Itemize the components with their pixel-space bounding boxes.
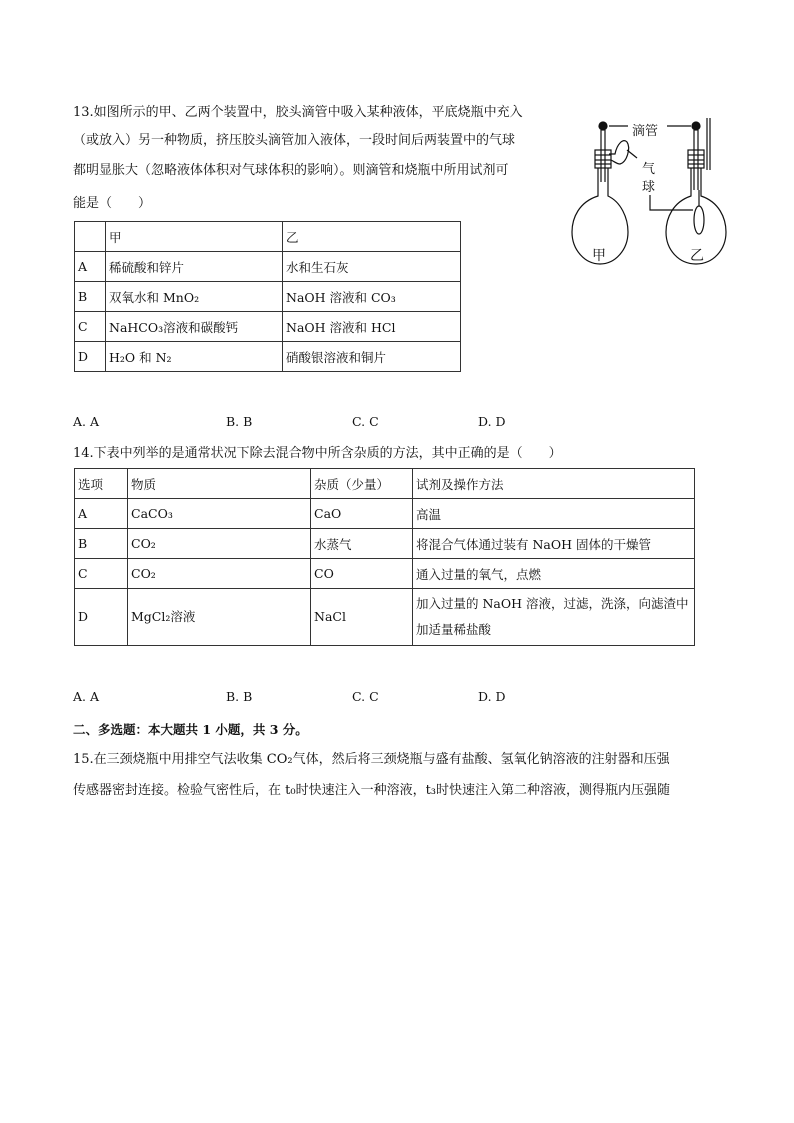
table-cell: MgCl₂溶液 xyxy=(128,589,311,646)
table-row xyxy=(75,312,461,342)
table-cell: 乙 xyxy=(283,222,461,252)
table-row xyxy=(75,529,695,559)
table-cell: B xyxy=(75,282,106,312)
table-cell: 甲 xyxy=(106,222,283,252)
table-cell: H₂O 和 N₂ xyxy=(106,342,283,372)
section-heading: 二、多选题：本大题共 1 小题，共 3 分。 xyxy=(73,722,308,737)
table-header-row xyxy=(75,222,461,252)
label-balloon-1: 气 xyxy=(642,162,656,177)
table-cell: 硝酸银溶液和铜片 xyxy=(283,342,461,372)
table-cell: CaCO₃ xyxy=(128,499,311,529)
table-cell: NaOH 溶液和 HCl xyxy=(283,312,461,342)
table-cell: CO xyxy=(311,559,413,589)
q13-table xyxy=(74,221,461,372)
table-cell: 水蒸气 xyxy=(311,529,413,559)
table-cell: A xyxy=(75,252,106,282)
table-cell: B xyxy=(75,529,128,559)
option-d[interactable]: D. D xyxy=(478,414,506,429)
table-row xyxy=(75,342,461,372)
option-d[interactable]: D. D xyxy=(478,689,506,704)
table-cell: D xyxy=(75,342,106,372)
q13-line-3: 都明显胀大（忽略液体体积对气球体积的影响）。则滴管和烧瓶中所用试剂可 xyxy=(73,163,509,178)
q13-line-1: 13.如图所示的甲、乙两个装置中，胶头滴管中吸入某种液体，平底烧瓶中充入 xyxy=(73,105,523,120)
q15-line-2: 传感器密封连接。检验气密性后，在 t₀时快速注入一种溶液，t₃时快速注入第二种溶液，测得瓶内压强随 xyxy=(73,783,671,798)
table-cell: NaCl xyxy=(311,589,413,646)
table-cell: C xyxy=(75,312,106,342)
table-cell: NaOH 溶液和 CO₃ xyxy=(283,282,461,312)
q13-line-4: 能是（ ） xyxy=(73,196,152,211)
table-cell: NaHCO₃溶液和碳酸钙 xyxy=(106,312,283,342)
table-cell: 杂质（少量） xyxy=(311,469,413,499)
label-yi: 乙 xyxy=(690,248,704,264)
table-cell: 稀硫酸和锌片 xyxy=(106,252,283,282)
table-cell: 加入过量的 NaOH 溶液，过滤，洗涤，向滤渣中加适量稀盐酸 xyxy=(413,589,695,646)
table-cell: A xyxy=(75,499,128,529)
table-cell: 物质 xyxy=(128,469,311,499)
table-cell: 通入过量的氧气，点燃 xyxy=(413,559,695,589)
table-cell: C xyxy=(75,559,128,589)
table-cell: CaO xyxy=(311,499,413,529)
dropper-bulb-yi xyxy=(692,122,700,130)
table-cell: 选项 xyxy=(75,469,128,499)
q14-stem: 14.下表中列举的是通常状况下除去混合物中所含杂质的方法，其中正确的是（ ） xyxy=(73,446,562,461)
table-cell: 双氧水和 MnO₂ xyxy=(106,282,283,312)
table-cell: D xyxy=(75,589,128,646)
table-cell: 将混合气体通过装有 NaOH 固体的干燥管 xyxy=(413,529,695,559)
option-a[interactable]: A. A xyxy=(73,414,100,429)
table-row xyxy=(75,282,461,312)
option-c[interactable]: C. C xyxy=(352,414,379,429)
option-a[interactable]: A. A xyxy=(73,689,100,704)
table-row xyxy=(75,252,461,282)
table-cell: CO₂ xyxy=(128,559,311,589)
table-cell xyxy=(75,222,106,252)
label-balloon-2: 球 xyxy=(642,180,656,195)
q15-line-1: 15.在三颈烧瓶中用排空气法收集 CO₂气体，然后将三颈烧瓶与盛有盐酸、氢氧化钠溶液的注射器和压强 xyxy=(73,752,670,767)
option-c[interactable]: C. C xyxy=(352,689,379,704)
balloon-yi xyxy=(694,206,704,234)
table-row xyxy=(75,499,695,529)
dropper-bulb-jia xyxy=(599,122,607,130)
table-cell: 水和生石灰 xyxy=(283,252,461,282)
q13-line-2: （或放入）另一种物质，挤压胶头滴管加入液体，一段时间后两装置中的气球 xyxy=(73,133,516,148)
balloon-jia xyxy=(609,141,629,164)
table-row xyxy=(75,559,695,589)
table-header-row xyxy=(75,469,695,499)
stopper-yi xyxy=(688,150,704,168)
q14-table xyxy=(74,468,695,646)
apparatus-figure xyxy=(565,118,735,272)
label-jia: 甲 xyxy=(592,248,606,264)
table-cell: 高温 xyxy=(413,499,695,529)
label-dropper: 滴管 xyxy=(632,124,659,139)
option-b[interactable]: B. B xyxy=(226,414,253,429)
table-cell: 试剂及操作方法 xyxy=(413,469,695,499)
table-cell: CO₂ xyxy=(128,529,311,559)
table-row xyxy=(75,589,695,646)
stopper-jia xyxy=(595,150,611,168)
option-b[interactable]: B. B xyxy=(226,689,253,704)
